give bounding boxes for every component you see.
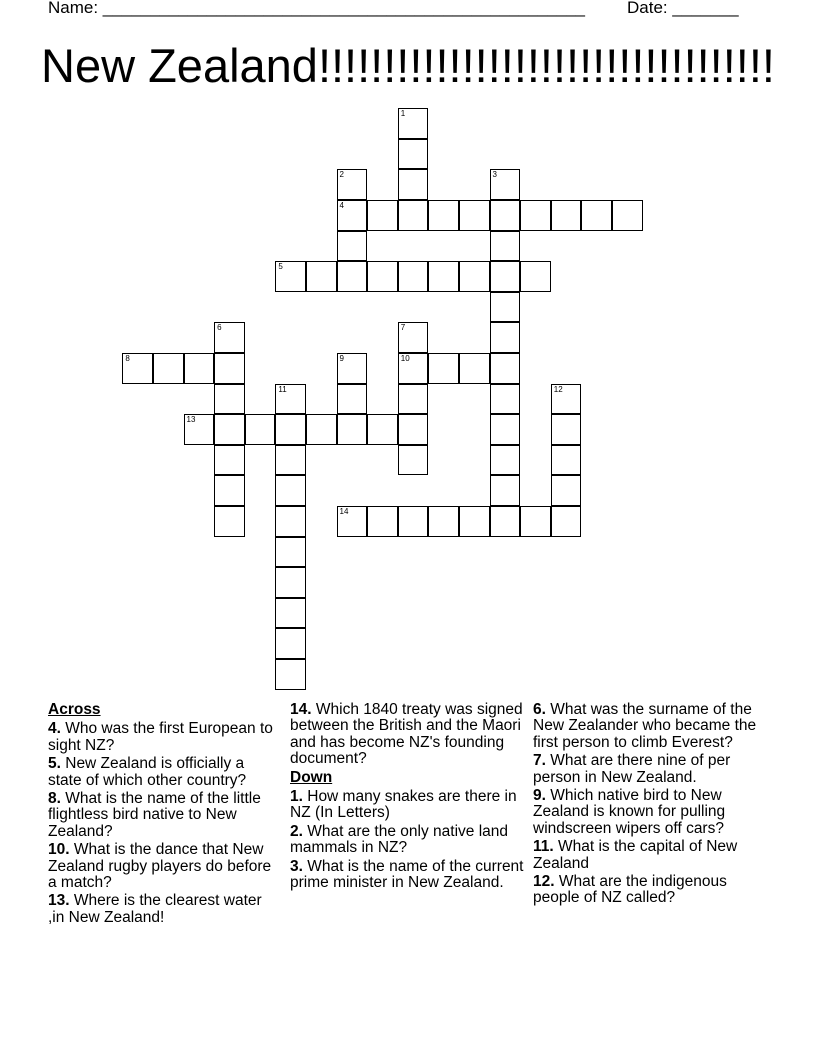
clue-number: 13. — [48, 892, 70, 910]
crossword-cell[interactable] — [428, 353, 459, 384]
clue-number-label: 1 — [400, 109, 406, 119]
crossword-cell[interactable] — [153, 353, 184, 384]
crossword-cell[interactable] — [490, 231, 521, 262]
down-clue-list-continued — [533, 702, 773, 907]
crossword-cell[interactable] — [428, 261, 459, 292]
crossword-cell[interactable] — [337, 169, 368, 200]
clue-number: 4. — [48, 720, 61, 738]
crossword-cell[interactable] — [551, 475, 582, 506]
crossword-cell[interactable] — [398, 261, 429, 292]
clue-number-label: 2 — [339, 170, 344, 180]
crossword-cell[interactable] — [398, 108, 429, 139]
clues-column-1 — [48, 702, 280, 928]
clue-text: Which 1840 treaty was signed between the British and the Maori and has become NZ's founding document? — [290, 701, 523, 768]
crossword-cell[interactable] — [184, 353, 215, 384]
crossword-cell[interactable] — [520, 200, 551, 231]
clue-number: 9. — [533, 787, 546, 805]
crossword-cell[interactable] — [275, 659, 306, 690]
clue-item — [533, 788, 773, 837]
clue-number: 14. — [290, 701, 312, 718]
crossword-cell[interactable] — [490, 475, 521, 506]
clue-number: 10. — [48, 841, 70, 859]
clue-text: How many snakes are there in NZ (In Letters) — [290, 788, 517, 822]
crossword-cell[interactable] — [275, 506, 306, 537]
crossword-cell[interactable] — [551, 414, 582, 445]
clue-item — [533, 702, 773, 751]
clue-text: Who was the first European to sight NZ? — [48, 720, 273, 754]
crossword-cell[interactable] — [551, 384, 582, 415]
clue-number: 8. — [48, 790, 61, 808]
clue-text: What are the indigenous people of NZ called? — [533, 873, 727, 907]
clue-number: 7. — [533, 752, 546, 770]
crossword-cell[interactable] — [337, 231, 368, 262]
crossword-cell[interactable] — [275, 537, 306, 568]
clue-number: 5. — [48, 755, 61, 773]
crossword-cell[interactable] — [214, 384, 245, 415]
crossword-cell[interactable] — [520, 261, 551, 292]
clue-item — [533, 839, 773, 872]
crossword-cell[interactable] — [306, 261, 337, 292]
crossword-cell[interactable] — [428, 506, 459, 537]
clue-text: What is the name of the little flightless bird native to New Zealand? — [48, 790, 261, 840]
clue-number-label: 13 — [186, 415, 196, 425]
clue-number: 11. — [533, 838, 554, 856]
clue-text: What is the dance that New Zealand rugby players do before a match? — [48, 841, 272, 892]
crossword-cell[interactable] — [275, 261, 306, 292]
crossword-cell[interactable] — [367, 414, 398, 445]
crossword-cell[interactable] — [275, 384, 306, 415]
crossword-cell[interactable] — [490, 292, 521, 323]
page-title: New Zealand!!!!!!!!!!!!!!!!!!!!!!!!!!!!!!!!!!! — [41, 39, 775, 92]
across-heading: Across — [48, 701, 101, 718]
crossword-cell[interactable] — [398, 414, 429, 445]
clue-number-label: 10 — [400, 354, 410, 364]
crossword-cell[interactable] — [122, 353, 153, 384]
crossword-cell[interactable] — [490, 384, 521, 415]
crossword-cell[interactable] — [398, 139, 429, 170]
clue-text: What are there nine of per person in New Zealand. — [533, 752, 731, 786]
crossword-cell[interactable] — [490, 169, 521, 200]
clue-item — [290, 702, 530, 768]
crossword-cell[interactable] — [490, 353, 521, 384]
date-field-label: Date: _______ — [627, 0, 739, 17]
clue-item — [48, 721, 280, 754]
clue-text: What was the surname of the New Zealander who became the first person to climb Everest? — [533, 701, 757, 751]
crossword-cell[interactable] — [490, 322, 521, 353]
clue-text: New Zealand is officially a state of which other country? — [48, 755, 247, 789]
crossword-cell[interactable] — [214, 475, 245, 506]
clue-text: What is the capital of New Zealand — [533, 838, 738, 872]
clue-number-label: 3 — [492, 170, 497, 180]
crossword-cell[interactable] — [398, 353, 429, 384]
clue-text: What is the name of the current prime minister in New Zealand. — [290, 857, 524, 892]
crossword-cell[interactable] — [459, 200, 490, 231]
clue-number: 6. — [533, 701, 546, 718]
clue-number-label: 14 — [339, 507, 349, 517]
crossword-cell[interactable] — [275, 628, 306, 659]
crossword-cell[interactable] — [428, 200, 459, 231]
clue-number: 12. — [533, 873, 555, 891]
clue-item — [533, 874, 773, 907]
clue-item — [290, 859, 530, 892]
crossword-cell[interactable] — [367, 200, 398, 231]
crossword-cell[interactable] — [398, 506, 429, 537]
crossword-cell[interactable] — [398, 322, 429, 353]
crossword-cell[interactable] — [398, 384, 429, 415]
clue-item — [48, 791, 280, 840]
clues-column-3 — [533, 702, 773, 909]
crossword-cell[interactable] — [275, 414, 306, 445]
clue-text: Where is the clearest water ,in New Zealand! — [48, 892, 262, 926]
crossword-cell[interactable] — [367, 261, 398, 292]
crossword-cell[interactable] — [337, 414, 368, 445]
crossword-cell[interactable] — [214, 414, 245, 445]
crossword-cell[interactable] — [490, 414, 521, 445]
crossword-cell[interactable] — [459, 506, 490, 537]
clue-number-label: 7 — [400, 323, 406, 333]
crossword-cell[interactable] — [490, 200, 521, 231]
clue-text: What are the only native land mammals in NZ? — [290, 822, 509, 857]
crossword-cell[interactable] — [490, 506, 521, 537]
clue-item — [533, 753, 773, 786]
crossword-cell[interactable] — [459, 261, 490, 292]
clue-number-label: 9 — [339, 354, 344, 364]
crossword-cell[interactable] — [337, 353, 368, 384]
crossword-cell[interactable] — [214, 353, 245, 384]
clue-number-label: 8 — [125, 354, 130, 364]
crossword-cell[interactable] — [214, 322, 245, 353]
clue-item — [48, 842, 280, 891]
across-clue-list — [48, 721, 280, 926]
crossword-cell[interactable] — [214, 506, 245, 537]
crossword-cell[interactable] — [459, 353, 490, 384]
crossword-cell[interactable] — [551, 200, 582, 231]
crossword-cell[interactable] — [275, 445, 306, 476]
crossword-cell[interactable] — [398, 200, 429, 231]
crossword-cell[interactable] — [398, 445, 429, 476]
clue-item — [290, 789, 530, 822]
clue-number-label: 11 — [278, 384, 287, 394]
crossword-cell[interactable] — [245, 414, 276, 445]
name-field-label: Name: ___________________________________________________ — [48, 0, 585, 17]
clue-number-label: 6 — [217, 323, 222, 333]
crossword-cell[interactable] — [306, 414, 337, 445]
crossword-cell[interactable] — [275, 475, 306, 506]
crossword-cell[interactable] — [490, 445, 521, 476]
clue-item — [48, 756, 280, 789]
clue-number: 1. — [290, 788, 303, 806]
crossword-cell[interactable] — [184, 414, 215, 445]
crossword-cell[interactable] — [214, 445, 245, 476]
crossword-cell[interactable] — [612, 200, 643, 231]
crossword-cell[interactable] — [490, 261, 521, 292]
crossword-cell[interactable] — [581, 200, 612, 231]
clue-number-label: 4 — [339, 201, 344, 211]
crossword-cell[interactable] — [551, 506, 582, 537]
clue-number: 2. — [290, 822, 303, 840]
clue-item — [290, 824, 530, 857]
crossword-cell[interactable] — [398, 169, 429, 200]
crossword-cell[interactable] — [367, 506, 398, 537]
down-heading: Down — [290, 768, 333, 786]
clues-column-2 — [290, 702, 530, 893]
clue-text: Which native bird to New Zealand is known for pulling windscreen wipers off cars? — [533, 787, 726, 837]
crossword-cell[interactable] — [337, 200, 368, 231]
across-clue-list-continued — [290, 702, 530, 768]
crossword-cell[interactable] — [275, 567, 306, 598]
crossword-cell[interactable] — [551, 445, 582, 476]
clue-number-label: 12 — [553, 384, 563, 394]
clue-item — [48, 893, 280, 926]
crossword-cell[interactable] — [337, 384, 368, 415]
clue-number-label: 5 — [278, 262, 283, 272]
crossword-cell[interactable] — [337, 506, 368, 537]
down-clue-list — [290, 789, 530, 891]
crossword-cell[interactable] — [275, 598, 306, 629]
clue-number: 3. — [290, 857, 303, 875]
crossword-cell[interactable] — [520, 506, 551, 537]
crossword-cell[interactable] — [337, 261, 368, 292]
